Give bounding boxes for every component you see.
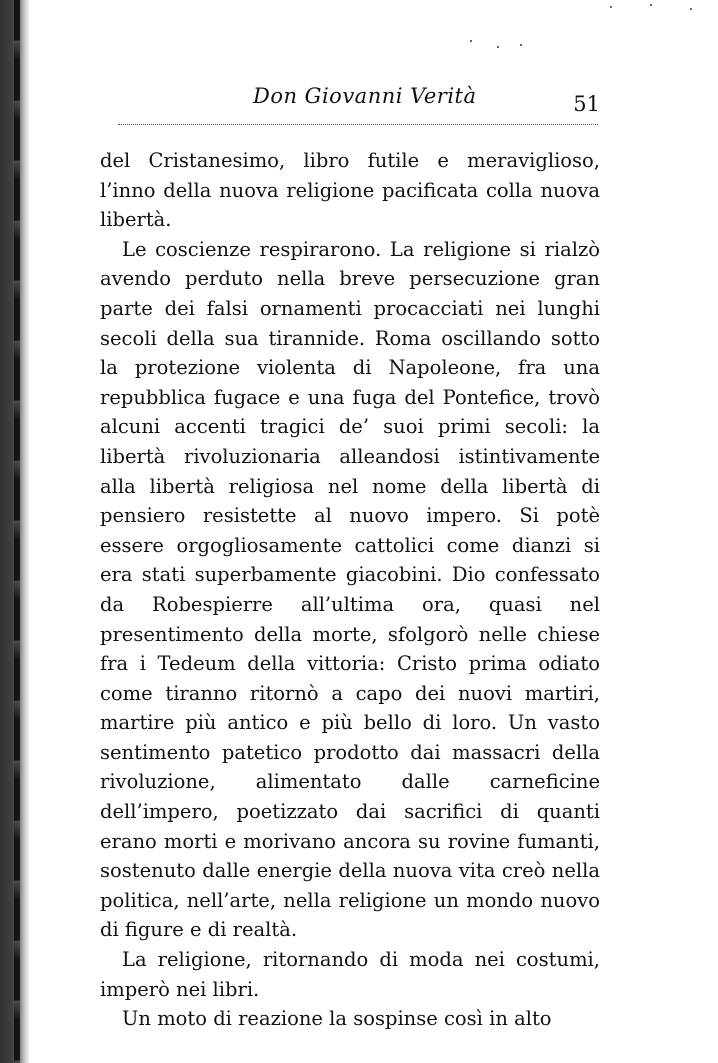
header-rule [118, 124, 598, 125]
book-gutter-edge [14, 0, 20, 1063]
print-speck [650, 4, 652, 6]
print-speck [610, 6, 612, 8]
print-speck [497, 46, 499, 48]
paragraph: La religione, ritornando di moda nei costumi, imperò nei libri. [100, 948, 600, 1001]
paragraph: Le coscienze respirarono. La religione si rialzò avendo perduto nella breve persecuzione gran parte dei falsi ornamenti procacciati nei lunghi secoli della sua tirannide. Roma oscillando sotto la protezione violenta di Napoleone, fra una repubblica fugace e una fuga del Pontefice, trovò alcuni accenti tragici de’ suoi primi secoli: la libertà rivoluzionaria alleandosi istintivamente alla libertà religiosa nel nome della libertà di pensiero resistette al nuovo impero. Si potè essere orgogliosamente cattolici come dianzi si era stati superbamente giacobini. Dio confessato da Robespierre all’ultima ora, quasi nel presentimento della morte, sfolgorò nelle chiese fra i Tedeum della vittoria: Cristo prima odiato come tiranno ritornò a capo dei nuovi martiri, martire più antico e più bello di loro. Un vasto sentimento patetico prodotto dai massacri della rivoluzione, alimentato dalle carneficine dell’impero, poetizzato dai sacrifici di quanti erano morti e morivano ancora su rovine fumanti, sostenuto dalle energie della nuova vita creò nella politica, nell’arte, nella religione un mondo nuovo di figure e di realtà. [100, 237, 600, 942]
print-speck [470, 40, 472, 42]
print-speck [520, 44, 522, 46]
body-text [100, 146, 600, 1034]
page-header [115, 80, 600, 116]
paragraph: del Cristanesimo, libro futile e meraviglioso, l’inno della nuova religione pacificata colla nuova libertà. [100, 149, 600, 232]
page-number: 51 [573, 92, 600, 116]
print-speck [690, 8, 692, 10]
running-title: Don Giovanni Verità [253, 84, 477, 108]
paragraph: Un moto di reazione la sospinse così in alto [122, 1007, 552, 1031]
